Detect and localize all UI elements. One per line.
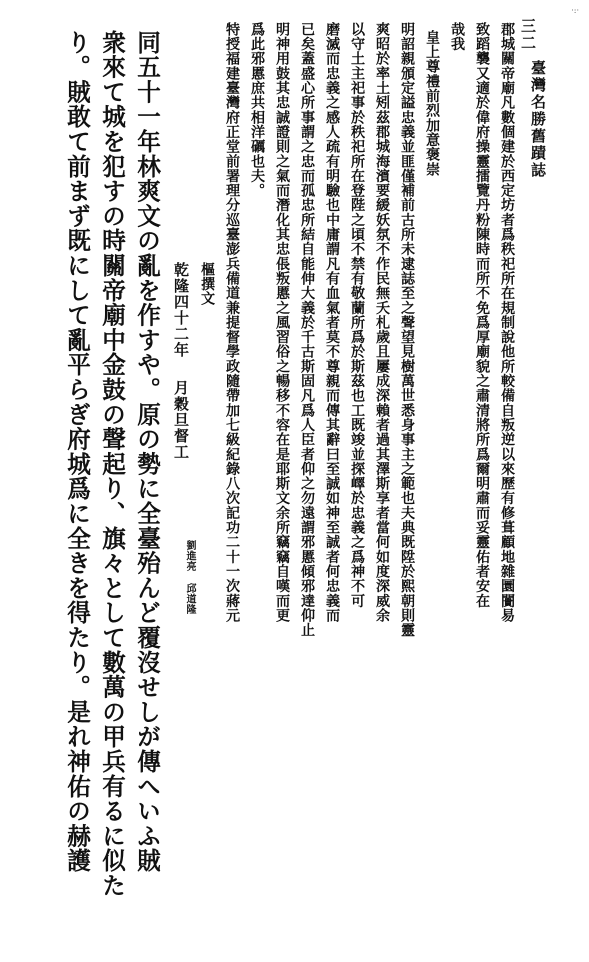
text-column-4: 皇上尊禮前烈加意褒崇 — [424, 30, 440, 177]
page-number: 三二 — [519, 18, 537, 52]
text-column-1: 郡城關帝廟凡數個建於西定坊者爲秩祀所在規制說他所較備自叛逆以來歷有修葺顧地雜圜闠易 — [499, 22, 515, 623]
text-column-10: 明神用鼓其忠誠證則之氣而潛化其忠倀叛慝之風習俗之暢移不容在是耶斯文余所竊竊自嘆而更 — [274, 22, 290, 623]
date-line: 乾隆四十二年 — [172, 262, 190, 358]
text-column-9: 已矣蓋盛心所事謂之忠而孤忠所結自能伸大義於千古斯固凡爲人臣者仰之勿遠謂邪慝傾邪達仰止 — [299, 22, 315, 638]
japanese-column-3: り。賊敢て前まず既にして亂平らぎ府城爲に全きを得たり。是れ神佑の赫護 — [63, 30, 91, 874]
text-column-8: 磨滅而忠義之感人疏有明驗也中庸謂凡有血氣者莫不尊親而傳其辭曰至誠如神至誠者何忠義而 — [324, 22, 340, 623]
text-column-11: 爲此邪慝庶共相洋礪也夫。 — [249, 22, 265, 198]
text-column-2: 致蹈襲又適於偉府操靈擂覽丹粉陳時而所不免爲厚廟貌之肅清將所爲爾明肅而妥靈佑者安在 — [474, 22, 490, 608]
text-column-6: 爽昭於率土矧茲郡城海濱要緩妖氛不作民無夭札歲且屢成深賴者過其澤斯享者當何如度深威余 — [374, 22, 390, 623]
japanese-column-2: 衆來て城を犯すの時關帝廟中金鼓の聲起り、旗々として數萬の甲兵有るに似た — [98, 30, 126, 898]
text-column-5: 明詔親頒定謚忠義並匪僅補前古所未逮誌至之聲望見樹萬世悉身事主之範也夫典既陞於熙朝則靈 — [399, 22, 415, 638]
date-month-supervisor: 月穀旦督工 — [172, 380, 190, 460]
supervisor-names: 劉進亮 邱道隆 — [184, 540, 195, 615]
text-column-12: 特授福建臺灣府正堂前署理分巡臺澎兵備道兼提督學政隨帶加七級紀錄八次記功二十一次蔣元 — [224, 22, 240, 623]
text-column-13: 樞撰文 — [199, 262, 215, 306]
text-column-3: 哉我 — [449, 22, 465, 52]
page-title: 臺灣名勝舊蹟誌 — [529, 60, 547, 179]
text-column-7: 以守土主祀事於秩祀所在登陛之頃不禁有敬蘭所爲於斯茲也工既竣並探嶧於忠義之爲神不可 — [349, 22, 365, 608]
japanese-column-1: 同五十一年林爽文の亂を作すや。原の勢に全臺殆んど覆沒せしが傳へいふ賊 — [133, 30, 161, 874]
scan-speck: ·:· — [571, 6, 579, 15]
